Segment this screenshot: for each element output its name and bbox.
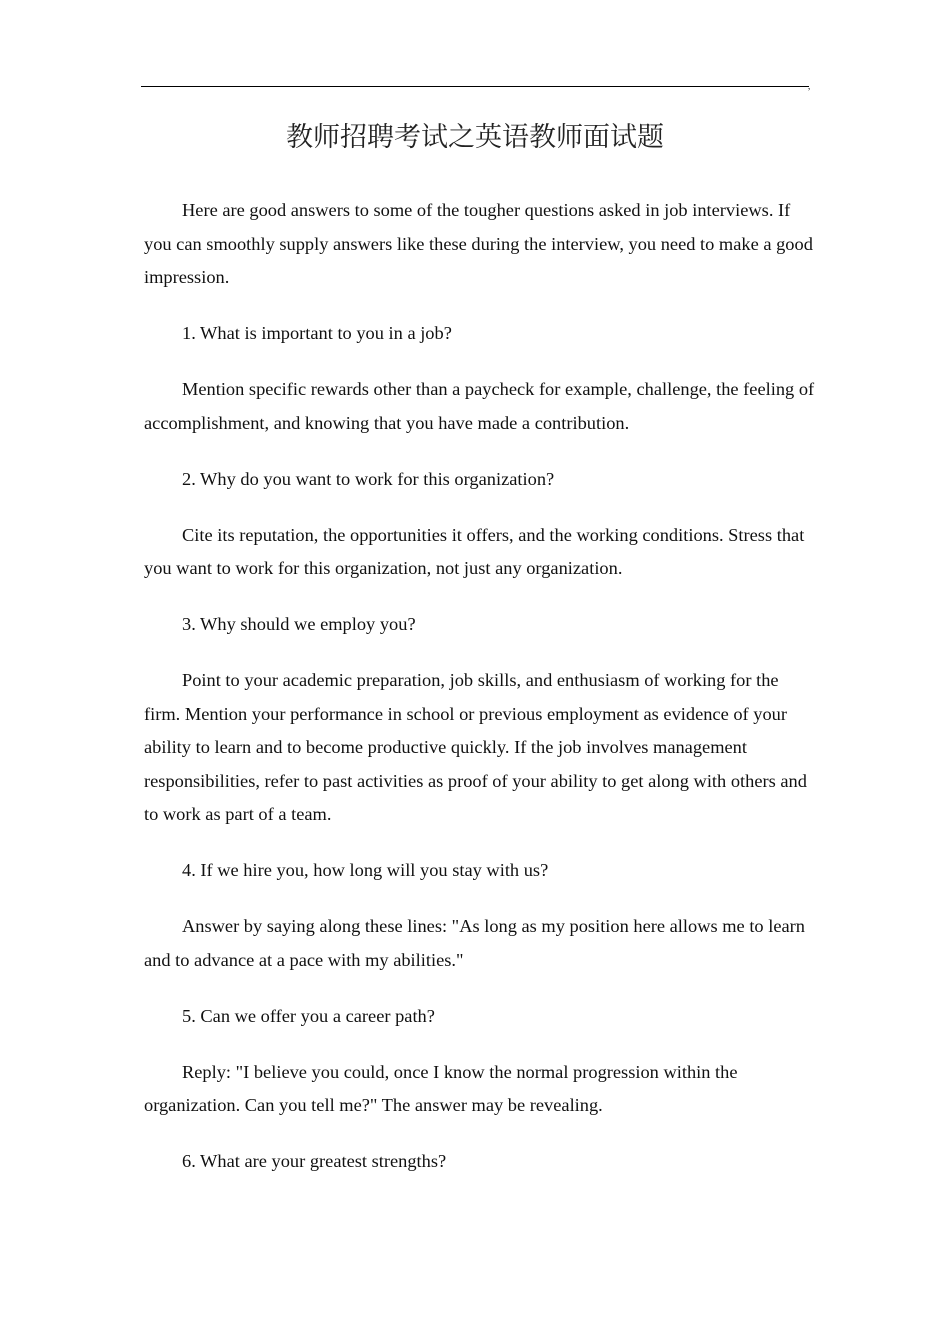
answer-1: Mention specific rewards other than a paycheck for example, challenge, the feeling of accomplishment, and knowing that you have made a contribution. <box>144 379 815 433</box>
question-4: 4. If we hire you, how long will you stay with us? <box>182 860 549 880</box>
header-mark: , <box>808 81 811 91</box>
question-5: 5. Can we offer you a career path? <box>182 1005 435 1026</box>
intro-paragraph: Here are good answers to some of the tougher questions asked in job interviews. If you can smoothly supply answers like these during the interview, you need to make a good impression. <box>144 200 813 287</box>
answer-5: Reply: "I believe you could, once I know the normal progression within the organization. Can you tell me?" The answer may be revealing. <box>144 1061 738 1115</box>
document-body <box>144 194 816 1201</box>
answer-2: Cite its reputation, the opportunities it offers, and the working conditions. Stress that you want to work for this organization, not just any organization. <box>144 524 805 578</box>
question-1: 1. What is important to you in a job? <box>182 323 452 343</box>
document-title: 教师招聘考试之英语教师面试题 <box>286 122 664 153</box>
question-6: 6. What are your greatest strengths? <box>182 1151 447 1171</box>
answer-4: Answer by saying along these lines: "As long as my position here allows me to learn and to advance at a pace with my abilities." <box>144 916 805 970</box>
header-rule <box>141 86 809 87</box>
question-3: 3. Why should we employ you? <box>182 614 416 634</box>
question-2: 2. Why do you want to work for this organization? <box>182 468 555 489</box>
answer-3: Point to your academic preparation, job skills, and enthusiasm of working for the firm. Mention your performance in school or previous employment as evidence of your ability to learn and to become productive quickly. If the job involves management responsibilities, refer to past activities as proof of your ability to get along with others and to work as part of a team. <box>144 670 807 824</box>
